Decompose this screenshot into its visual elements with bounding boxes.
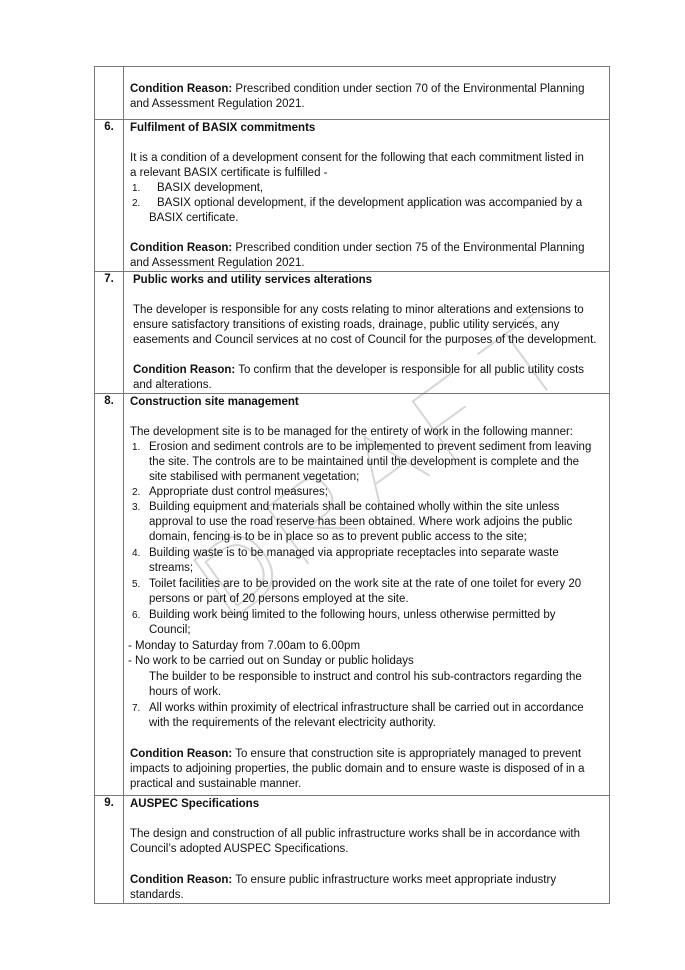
reason-text: To ensure that construction site is appropriately managed to prevent [232, 748, 582, 760]
condition-number: 7. [95, 271, 124, 393]
paragraph-line: The development site is to be managed for the entirety of work in the following manner: [130, 426, 573, 438]
list-item: Erosion and sediment controls are to be implemented to prevent sediment from leaving [149, 441, 592, 453]
list-item: All works within proximity of electrical infrastructure shall be carried out in accordance [149, 702, 584, 714]
reason-text: Prescribed condition under section 70 of the Environmental Planning [232, 83, 585, 95]
reason-text-line: impacts to adjoining properties, the public domain and to ensure waste is disposed of in a [130, 763, 585, 775]
condition-heading: Construction site management [130, 396, 299, 408]
row-number-empty [95, 67, 124, 119]
list-item: Toilet facilities are to be provided on the work site at the rate of one toilet for every 20 [149, 578, 582, 590]
paragraph-line: ensure satisfactory transitions of existing roads, drainage, public utility services, any [133, 319, 560, 331]
reason-label: Condition Reason: [130, 748, 233, 760]
reason-text-line: and Assessment Regulation 2021. [130, 98, 305, 110]
list-item-line: with the requirements of the relevant electricity authority. [149, 717, 436, 729]
reason-text-line: standards. [130, 889, 184, 901]
reason-text-line: practical and sustainable manner. [130, 778, 302, 790]
condition-reason [130, 747, 581, 762]
list-number: 7. [132, 703, 141, 714]
list-item: BASIX optional development, if the development application was accompanied by a [157, 197, 583, 209]
reason-label: Condition Reason: [130, 83, 233, 95]
condition-number: 9. [95, 795, 124, 903]
condition-number: 6. [95, 119, 124, 271]
list-item-line: domain, fencing is to be in place so as to prevent public access to the site; [149, 531, 527, 543]
list-number: 2. [132, 487, 141, 498]
paragraph-line: a relevant BASIX certificate is fulfilled - [130, 167, 328, 179]
list-number: 1. [132, 183, 141, 194]
table-row [95, 795, 609, 903]
reason-text-line: and Assessment Regulation 2021. [130, 257, 305, 269]
condition-number: 8. [95, 393, 124, 795]
condition-content [124, 393, 609, 795]
condition-reason [133, 363, 584, 378]
condition-heading: AUSPEC Specifications [130, 798, 260, 810]
condition-heading: Fulfilment of BASIX commitments [130, 122, 316, 134]
conditions-table [94, 66, 610, 904]
list-item-line: streams; [149, 562, 194, 574]
list-item: Building equipment and materials shall be contained wholly within the site unless [149, 501, 560, 513]
list-number: 6. [132, 610, 141, 621]
dash-item: - No work to be carried out on Sunday or public holidays [128, 655, 414, 667]
list-item-line: Council; [149, 624, 191, 636]
list-item: Building waste is to be managed via appropriate receptacles into separate waste [149, 547, 559, 559]
condition-content [124, 271, 609, 393]
condition-content [124, 119, 609, 271]
paragraph-line: hours of work. [149, 686, 222, 698]
paragraph-line: The design and construction of all public infrastructure works shall be in accordance with [130, 828, 581, 840]
list-item-line: site stabilised with permanent vegetation; [149, 471, 360, 483]
list-item-line: BASIX certificate. [149, 212, 239, 224]
table-row [95, 393, 609, 795]
reason-text-line: and alterations. [133, 379, 212, 391]
list-number: 3. [132, 502, 141, 513]
list-item: Appropriate dust control measures; [149, 486, 328, 498]
list-item: BASIX development, [157, 182, 264, 194]
reason-text: To confirm that the developer is responsible for all public utility costs [235, 364, 585, 376]
table-row [95, 271, 609, 393]
condition-content [124, 67, 609, 119]
list-item-line: the site. The controls are to be maintained until the development is complete and the [149, 456, 580, 468]
reason-label: Condition Reason: [130, 242, 233, 254]
list-item-line: approval to use the road reserve has been obtained. Where work adjoins the public [149, 516, 573, 528]
list-number: 2. [132, 198, 141, 209]
reason-label: Condition Reason: [133, 364, 236, 376]
table-row [95, 119, 609, 271]
condition-heading: Public works and utility services alterations [133, 274, 373, 286]
reason-label: Condition Reason: [130, 874, 233, 886]
reason-text: Prescribed condition under section 75 of the Environmental Planning [232, 242, 585, 254]
condition-reason [130, 241, 584, 256]
list-number: 5. [132, 579, 141, 590]
condition-content [124, 795, 609, 903]
list-number: 4. [132, 548, 141, 559]
paragraph-line: The builder to be responsible to instruct and control his sub-contractors regarding the [149, 671, 582, 683]
condition-reason [130, 873, 556, 888]
paragraph-line: easements and Council services at no cost of Council for the purposes of the development. [133, 334, 597, 346]
dash-item: - Monday to Saturday from 7.00am to 6.00pm [128, 640, 361, 652]
paragraph-line: Council’s adopted AUSPEC Specifications. [130, 843, 349, 855]
condition-reason [130, 82, 584, 97]
paragraph-line: It is a condition of a development consent for the following that each commitment listed in [130, 152, 584, 164]
list-item-line: persons or part of 20 persons employed at the site. [149, 593, 409, 605]
reason-text: To ensure public infrastructure works meet appropriate industry [232, 874, 557, 886]
list-number: 1. [132, 442, 141, 453]
table-row [95, 67, 609, 119]
paragraph-line: The developer is responsible for any costs relating to minor alterations and extensions to [133, 304, 584, 316]
list-item: Building work being limited to the following hours, unless otherwise permitted by [149, 609, 556, 621]
